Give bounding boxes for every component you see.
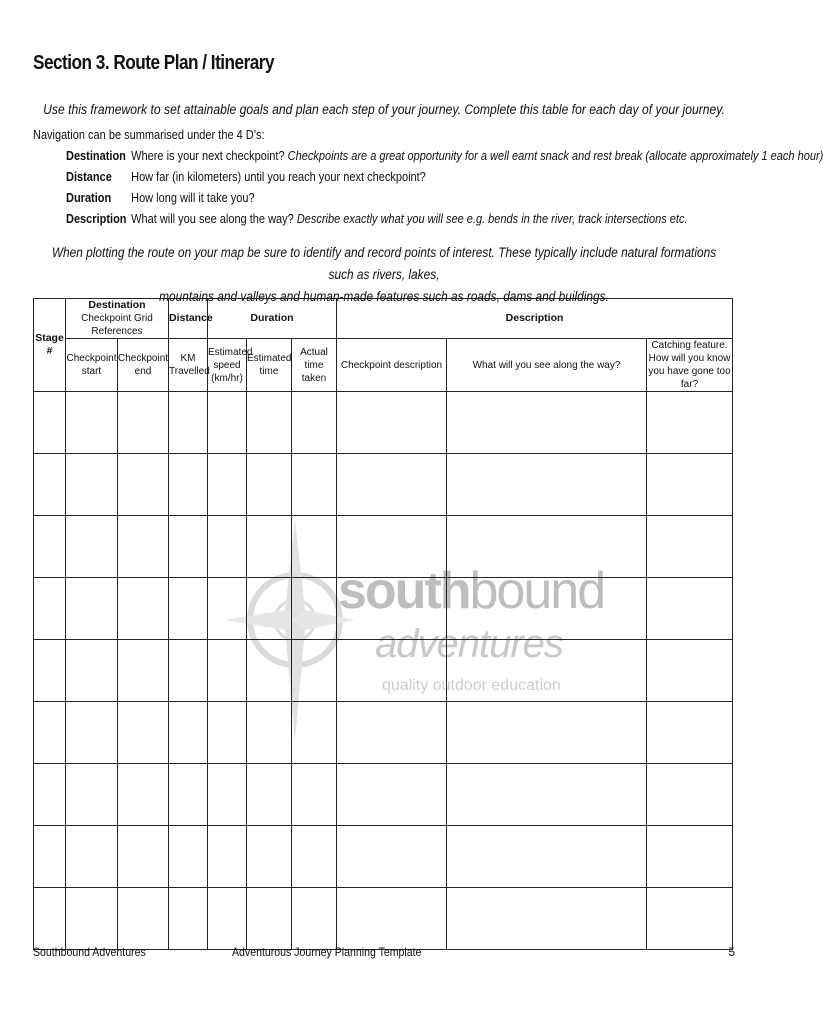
entry-cell[interactable]	[647, 640, 733, 702]
entry-cell[interactable]	[647, 826, 733, 888]
entry-cell[interactable]	[337, 702, 447, 764]
four-d-distance	[66, 170, 426, 184]
table-row	[34, 640, 733, 702]
entry-cell[interactable]	[169, 454, 208, 516]
table-row	[34, 702, 733, 764]
entry-cell[interactable]	[34, 454, 66, 516]
entry-cell[interactable]	[447, 826, 647, 888]
entry-cell[interactable]	[208, 640, 247, 702]
brand-line2: adventures	[375, 622, 563, 666]
entry-cell[interactable]	[66, 454, 118, 516]
brand-bold: south	[338, 562, 470, 620]
entry-cell[interactable]	[34, 826, 66, 888]
col-actual-time: Actual time taken	[292, 339, 337, 392]
description-group-header	[337, 299, 733, 339]
entry-cell[interactable]	[292, 826, 337, 888]
entry-cell[interactable]	[118, 516, 169, 578]
entry-cell[interactable]	[447, 392, 647, 454]
entry-cell[interactable]	[208, 454, 247, 516]
entry-cell[interactable]	[208, 702, 247, 764]
col-catching-feature: Catching feature. How will you know you have gone too far?	[648, 340, 731, 390]
entry-cell[interactable]	[337, 454, 447, 516]
four-d-destination	[66, 149, 823, 163]
entry-cell[interactable]	[34, 578, 66, 640]
entry-cell[interactable]	[66, 764, 118, 826]
four-d-term: Distance	[66, 170, 112, 184]
col-estimated-speed: Estimated speed (km/hr)	[208, 339, 247, 392]
table-row	[34, 764, 733, 826]
distance-group-header	[169, 299, 213, 339]
footer-doc-title: Adventurous Journey Planning Template	[232, 945, 422, 959]
table-row	[34, 392, 733, 454]
plotting-note-line2: mountains and valleys and human-made features such as roads, dams and buildings.	[159, 289, 609, 304]
footer-org: Southbound Adventures	[33, 945, 146, 959]
entry-cell[interactable]	[292, 702, 337, 764]
entry-cell[interactable]	[447, 578, 647, 640]
intro-text: Use this framework to set attainable goals and plan each step of your journey. Complete this table for each day of your journey.	[43, 102, 725, 117]
brand-light: bound	[469, 562, 605, 620]
entry-cell[interactable]	[66, 826, 118, 888]
four-d-italic: Checkpoints are a great opportunity for a well earnt snack and rest break (allocate approximately 1 each hour)	[287, 149, 823, 163]
entry-cell[interactable]	[118, 702, 169, 764]
col-km-travelled: KM Travelled	[169, 339, 208, 392]
col-what-you-see: What will you see along the way?	[447, 339, 647, 392]
table-body	[34, 392, 733, 950]
entry-cell[interactable]	[337, 392, 447, 454]
entry-cell[interactable]	[292, 764, 337, 826]
entry-cell[interactable]	[447, 454, 647, 516]
plotting-note-line1: When plotting the route on your map be sure to identify and record points of interest. These typically include natural formations such as rivers, lakes,	[51, 245, 717, 282]
entry-cell[interactable]	[34, 764, 66, 826]
entry-cell[interactable]	[34, 392, 66, 454]
entry-cell[interactable]	[292, 516, 337, 578]
four-d-term: Description	[66, 212, 127, 226]
four-d-term: Destination	[66, 149, 126, 163]
entry-cell[interactable]	[118, 578, 169, 640]
entry-cell[interactable]	[34, 702, 66, 764]
entry-cell[interactable]	[337, 826, 447, 888]
entry-cell[interactable]	[337, 640, 447, 702]
entry-cell[interactable]	[66, 578, 118, 640]
entry-cell[interactable]	[647, 888, 733, 950]
entry-cell[interactable]	[337, 888, 447, 950]
entry-cell[interactable]	[208, 578, 247, 640]
table-row	[34, 454, 733, 516]
entry-cell[interactable]	[118, 764, 169, 826]
entry-cell[interactable]	[208, 516, 247, 578]
entry-cell[interactable]	[337, 516, 447, 578]
entry-cell[interactable]	[647, 764, 733, 826]
table-row	[34, 826, 733, 888]
entry-cell[interactable]	[292, 888, 337, 950]
entry-cell[interactable]	[337, 764, 447, 826]
duration-group-header	[208, 299, 337, 339]
entry-cell[interactable]	[169, 392, 208, 454]
four-d-plain: How long will it take you?	[131, 191, 255, 205]
four-d-duration	[66, 191, 255, 205]
four-d-plain: How far (in kilometers) until you reach your next checkpoint?	[131, 170, 426, 184]
entry-cell[interactable]	[647, 516, 733, 578]
entry-cell[interactable]	[247, 764, 292, 826]
entry-cell[interactable]	[337, 578, 447, 640]
table-row	[34, 888, 733, 950]
entry-cell[interactable]	[647, 392, 733, 454]
entry-cell[interactable]	[247, 392, 292, 454]
entry-cell[interactable]	[118, 826, 169, 888]
section-title: Section 3. Route Plan / Itinerary	[33, 52, 275, 74]
four-d-description	[66, 212, 688, 226]
page-number: 5	[728, 945, 735, 959]
entry-cell[interactable]	[169, 578, 208, 640]
entry-cell[interactable]	[208, 764, 247, 826]
four-d-plain: Where is your next checkpoint?	[131, 149, 288, 163]
entry-cell[interactable]	[647, 578, 733, 640]
description-group-label: Description	[505, 312, 564, 324]
brand-tagline: quality outdoor education	[382, 677, 561, 694]
entry-cell[interactable]	[447, 702, 647, 764]
four-d-term: Duration	[66, 191, 112, 205]
entry-cell[interactable]	[66, 516, 118, 578]
entry-cell[interactable]	[292, 640, 337, 702]
entry-cell[interactable]	[66, 702, 118, 764]
route-plan-table	[33, 298, 733, 950]
entry-cell[interactable]	[208, 888, 247, 950]
entry-cell[interactable]	[66, 888, 118, 950]
entry-cell[interactable]	[169, 888, 208, 950]
duration-group-label: Duration	[250, 312, 294, 324]
table-row	[34, 578, 733, 640]
entry-cell[interactable]	[292, 392, 337, 454]
entry-cell[interactable]	[118, 454, 169, 516]
stage-header-label: Stage #	[35, 332, 64, 357]
entry-cell[interactable]	[247, 516, 292, 578]
entry-cell[interactable]	[34, 516, 66, 578]
entry-cell[interactable]	[247, 888, 292, 950]
entry-cell[interactable]	[647, 702, 733, 764]
destination-group-header	[66, 299, 169, 339]
entry-cell[interactable]	[247, 640, 292, 702]
col-checkpoint-description: Checkpoint description	[337, 339, 447, 392]
entry-cell[interactable]	[169, 516, 208, 578]
entry-cell[interactable]	[118, 888, 169, 950]
col-checkpoint-start: Checkpoint start	[66, 339, 118, 392]
destination-group-label: Destination	[88, 299, 146, 311]
entry-cell[interactable]	[447, 516, 647, 578]
nav-summary: Navigation can be summarised under the 4 D’s:	[33, 128, 265, 142]
entry-cell[interactable]	[118, 392, 169, 454]
entry-cell[interactable]	[647, 454, 733, 516]
entry-cell[interactable]	[66, 392, 118, 454]
stage-header	[34, 299, 66, 392]
entry-cell[interactable]	[292, 454, 337, 516]
entry-cell[interactable]	[208, 392, 247, 454]
col-estimated-time: Estimated time	[247, 339, 292, 392]
entry-cell[interactable]	[66, 640, 118, 702]
entry-cell[interactable]	[247, 702, 292, 764]
entry-cell[interactable]	[169, 826, 208, 888]
entry-cell[interactable]	[169, 640, 208, 702]
entry-cell[interactable]	[118, 640, 169, 702]
entry-cell[interactable]	[169, 702, 208, 764]
entry-cell[interactable]	[34, 888, 66, 950]
entry-cell[interactable]	[292, 578, 337, 640]
entry-cell[interactable]	[208, 826, 247, 888]
entry-cell[interactable]	[247, 578, 292, 640]
distance-group-label: Distance	[169, 312, 213, 324]
entry-cell[interactable]	[169, 764, 208, 826]
entry-cell[interactable]	[247, 826, 292, 888]
entry-cell[interactable]	[447, 888, 647, 950]
destination-sub-label: Checkpoint Grid References	[81, 313, 153, 337]
table-row	[34, 516, 733, 578]
entry-cell[interactable]	[447, 640, 647, 702]
entry-cell[interactable]	[447, 764, 647, 826]
entry-cell[interactable]	[34, 640, 66, 702]
col-checkpoint-end: Checkpoint end	[118, 339, 169, 392]
entry-cell[interactable]	[247, 454, 292, 516]
four-d-italic: Describe exactly what you will see e.g. bends in the river, track intersections etc.	[296, 212, 688, 226]
four-d-plain: What will you see along the way?	[131, 212, 297, 226]
